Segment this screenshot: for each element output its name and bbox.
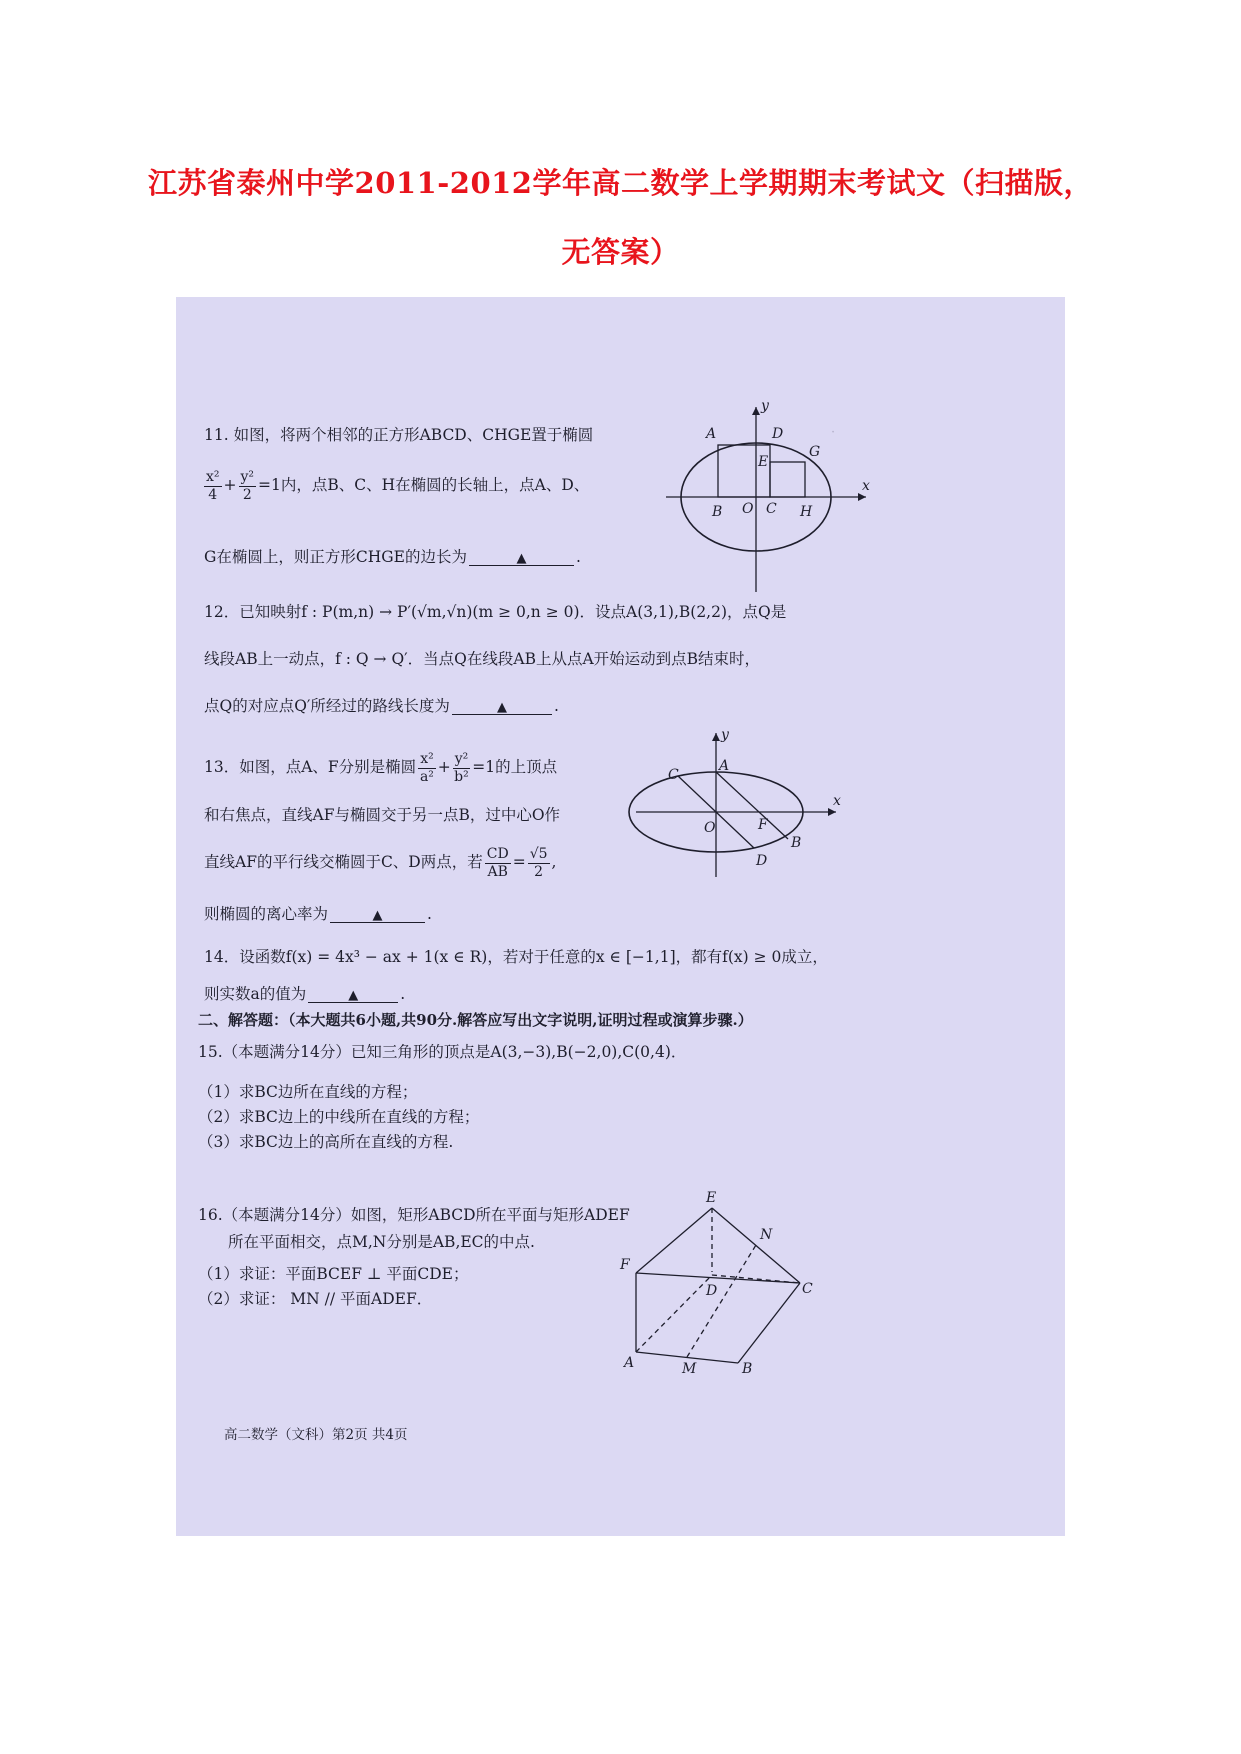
document-title-line2: 无答案） (561, 235, 680, 269)
q12-line1: 12．已知映射f : P(m,n) → P′(√m,√n)(m ≥ 0,n ≥ 0)．设点A(3,1),B(2,2)，点Q是 (204, 603, 787, 621)
q14-line2: 则实数a的值为 ▲ . (204, 985, 406, 1003)
fig16-label-E: E (706, 1190, 717, 1206)
q13-answer-blank: ▲ (330, 904, 425, 923)
q11-line2: $\frac{\text{x²}}{4}$ + $\frac{\text{y²}}{2}$ =1内，点B、C、H在椭圆的长轴上，点A、D、 (206, 468, 590, 503)
q13-frac-y: $\frac{\text{y²}}{\text{b²}}$ (454, 750, 469, 785)
q12-line2: 线段AB上一动点，f : Q → Q′．当点Q在线段AB上从点A开始运动到点B结束时， (204, 650, 761, 668)
document-title-line1: 江苏省泰州中学2011-2012学年高二数学上学期期末考试文（扫描版， (148, 166, 1093, 200)
section2-heading: 二、解答题：（本大题共6小题,共90分.解答应写出文字说明,证明过程或演算步骤.） (198, 1011, 753, 1029)
page-footer: 高二数学（文科）第2页 共4页 (224, 1427, 408, 1443)
fig11-label-x: x (862, 478, 870, 494)
q11-line1: 11. 如图，将两个相邻的正方形ABCD、CHGE置于椭圆 (204, 426, 594, 444)
q11-answer-blank: ▲ (469, 547, 574, 566)
fig16-label-B: B (742, 1361, 753, 1377)
q15-sub1: （1）求BC边所在直线的方程； (198, 1083, 418, 1101)
fig11-label-B: B (712, 504, 723, 520)
bleed-through-mark: · (831, 425, 836, 440)
fig13-label-x: x (833, 793, 841, 809)
fig16-label-C: C (802, 1281, 813, 1297)
fig13-label-O: O (704, 820, 716, 836)
q11-line3: G在椭圆上，则正方形CHGE的边长为 ▲ . (204, 548, 581, 566)
fig16-label-D: D (706, 1283, 718, 1299)
q13-line1: 13．如图，点A、F分别是椭圆 $\frac{\text{x²}}{\text{a²}}$ + $\frac{\text{y²}}{\text{b²}}$ =1的上顶点 (204, 750, 558, 785)
q16-line1: 16.（本题满分14分）如图，矩形ABCD所在平面与矩形ADEF (198, 1206, 630, 1224)
fig16-label-N: N (760, 1227, 773, 1243)
fig11-label-O: O (742, 501, 754, 517)
q13-frac-cd-ab: $\frac{CD}{AB}$ (486, 845, 509, 880)
q13-line4: 则椭圆的离心率为 ▲ . (204, 905, 432, 923)
fig16-label-A: A (624, 1355, 635, 1371)
scanned-exam-page (176, 297, 1065, 1536)
fig13-label-A: A (719, 758, 730, 774)
fig11-label-C: C (766, 501, 777, 517)
fig11-label-A: A (706, 426, 717, 442)
q12-line3: 点Q的对应点Q′所经过的路线长度为 ▲ . (204, 697, 559, 715)
fig13-label-D: D (756, 853, 768, 869)
q15-line1: 15.（本题满分14分）已知三角形的顶点是A(3,−3),B(−2,0),C(0,4)． (198, 1043, 687, 1061)
q15-sub3: （3）求BC边上的高所在直线的方程. (198, 1133, 454, 1151)
q16-sub1: （1）求证：平面BCEF ⊥ 平面CDE； (198, 1265, 469, 1283)
q14-line1: 14．设函数f(x) = 4x³ − ax + 1(x ∈ R)，若对于任意的x ∈ [−1,1]，都有f(x) ≥ 0成立， (204, 948, 828, 966)
q12-answer-blank: ▲ (452, 696, 552, 715)
q13-frac-x: $\frac{\text{x²}}{\text{a²}}$ (419, 750, 434, 785)
fig11-label-G: G (809, 444, 821, 460)
q11-ellipse-figure (666, 398, 896, 602)
fig16-label-F: F (620, 1257, 630, 1273)
fig11-label-y: y (761, 398, 769, 414)
fig11-label-D: D (772, 426, 784, 442)
fig16-label-M: M (682, 1361, 697, 1377)
fig13-label-C: C (668, 767, 679, 783)
fig11-label-H: H (800, 504, 813, 520)
fig13-label-y: y (721, 727, 729, 743)
fig13-label-B: B (791, 835, 802, 851)
q16-solid-figure (606, 1190, 846, 1387)
q13-ellipse-figure (636, 727, 866, 897)
q16-sub2: （2）求证： MN // 平面ADEF． (198, 1290, 433, 1308)
fig13-label-F: F (758, 817, 768, 833)
q14-answer-blank: ▲ (308, 984, 398, 1003)
q13-line2: 和右焦点，直线AF与椭圆交于另一点B，过中心O作 (204, 806, 561, 824)
fig11-label-E: E (758, 454, 769, 470)
q13-line3: 直线AF的平行线交椭圆于C、D两点，若 $\frac{CD}{AB}$ = $\frac{√5}{2}$ , (204, 845, 557, 880)
q15-sub2: （2）求BC边上的中线所在直线的方程； (198, 1108, 480, 1126)
q16-line2: 所在平面相交，点M,N分别是AB,EC的中点. (228, 1233, 535, 1251)
q11-frac-x: $\frac{\text{x²}}{4}$ (206, 468, 220, 503)
q13-frac-root5: $\frac{√5}{2}$ (529, 845, 548, 880)
q11-frac-y: $\frac{\text{y²}}{2}$ (240, 468, 255, 503)
